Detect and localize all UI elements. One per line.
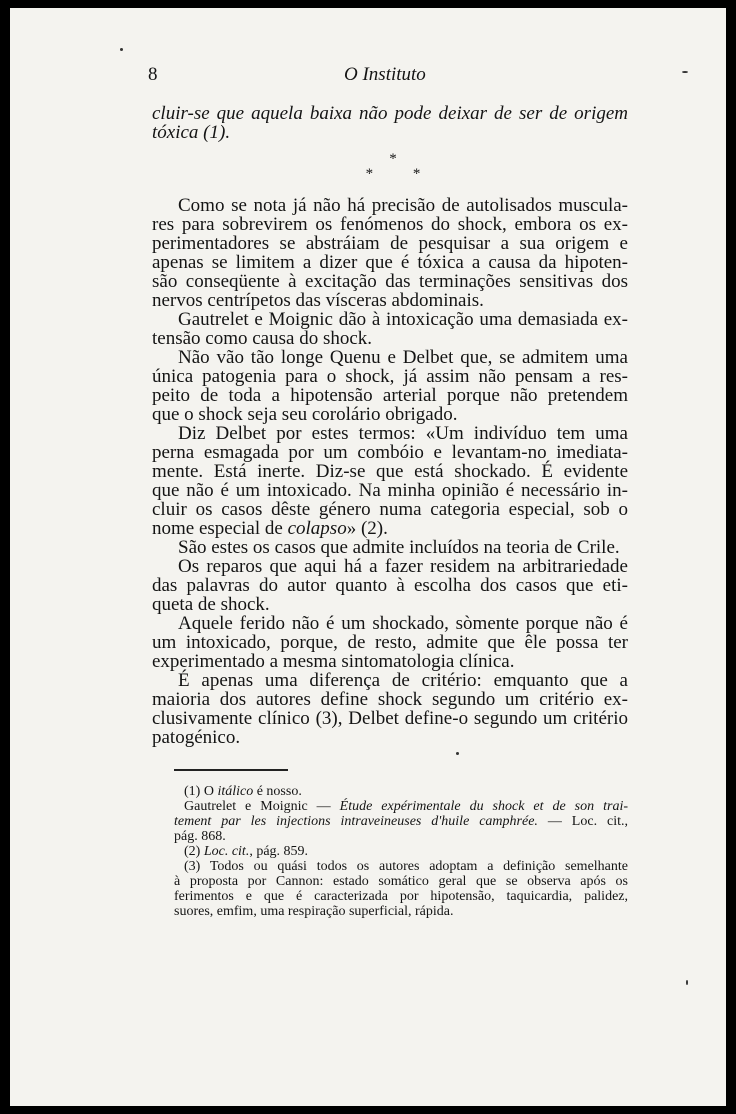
text-line: res para sobrevirem os fenómenos do shock, embora os ex- xyxy=(152,214,628,235)
text-line: um intoxicado, porque, de resto, admite que êle possa ter xyxy=(152,632,628,653)
text-line: Diz Delbet por estes termos: «Um indivíduo tem uma xyxy=(178,423,628,444)
text-line: peito de toda a hipotensão arterial porque não pretendem xyxy=(152,385,628,406)
text-line: experimentado a mesma sintomatologia clínica. xyxy=(152,651,515,672)
footnote-2: (2) Loc. cit., pág. 859. xyxy=(184,844,309,859)
page-header xyxy=(10,64,726,92)
text-line: perna esmagada por um combóio e levantam-no imediata- xyxy=(152,442,628,463)
text-line: maioria dos autores define shock segundo um critério ex- xyxy=(152,689,628,710)
text-line: Não vão tão longe Quenu e Delbet que, se admitem uma xyxy=(178,347,628,368)
running-title: O Instituto xyxy=(344,64,426,85)
paragraph xyxy=(152,614,628,671)
footnote-1-reference: pág. 868. xyxy=(174,829,226,844)
footnote-3: suores, emfim, uma respiração superficial, rápida. xyxy=(174,904,454,919)
paragraph-quote xyxy=(152,424,628,538)
paragraph xyxy=(152,538,628,557)
continuation-line: tóxica (1). xyxy=(152,122,231,143)
text-line: Gautrelet e Moignic dão à intoxicação uma demasiada ex- xyxy=(178,309,628,330)
paragraph xyxy=(152,348,628,424)
footnote-divider xyxy=(174,769,288,771)
text-line: mente. Está inerte. Diz-se que está shockado. É evidente xyxy=(152,461,628,482)
footnotes xyxy=(174,784,628,919)
text-line: que não é um intoxicado. Na minha opinião é necessário in- xyxy=(152,480,628,501)
footnote-1-reference: Gautrelet e Moignic — Étude expérimentale du shock et de son trai- xyxy=(184,799,628,814)
text-line: Aquele ferido não é um shockado, sòmente porque não é xyxy=(178,613,628,634)
paragraph xyxy=(152,310,628,348)
section-separator xyxy=(152,152,628,182)
print-speck xyxy=(686,980,688,985)
asterism-bottom: * * xyxy=(365,166,439,182)
text-line: cluir os casos dêste género numa categoria especial, sob o xyxy=(152,499,628,520)
text-line: nervos centrípetos das vísceras abdominais. xyxy=(152,290,484,311)
text-line: Como se nota já não há precisão de autolisados muscula- xyxy=(178,195,628,216)
text-line: nome especial de colapso» (2). xyxy=(152,518,388,539)
footnote-3: ferimentos e que é caracterizada por hipotensão, taquicardia, palidez, xyxy=(174,889,628,904)
paragraph xyxy=(152,671,628,747)
text-line: Os reparos que aqui há a fazer residem na arbitrariedade xyxy=(178,556,628,577)
text-line: única patogenia para o shock, já assim não pensam a res- xyxy=(152,366,628,387)
text-line: clusivamente clínico (3), Delbet define-o segundo um critério xyxy=(152,708,628,729)
book-page xyxy=(10,8,726,1106)
text-line: queta de shock. xyxy=(152,594,270,615)
text-line: perimentadores se abstráiam de pesquisar a sua origem e xyxy=(152,233,628,254)
continuation-line: cluir-se que aquela baixa não pode deixar de ser de origem xyxy=(152,103,628,124)
footnote-1: (1) O itálico é nosso. xyxy=(184,784,302,799)
text-line: das palavras do autor quanto à escolha dos casos que eti- xyxy=(152,575,628,596)
text-line: que o shock seja seu corolário obrigado. xyxy=(152,404,458,425)
text-line: apenas se limitem a dizer que é tóxica a causa da hipoten- xyxy=(152,252,628,273)
text-line: são conseqüente à excitação das terminações sensitivas dos xyxy=(152,271,628,292)
page-number: 8 xyxy=(148,64,158,85)
paragraph xyxy=(152,557,628,614)
print-speck xyxy=(682,71,688,73)
footnote-3: (3) Todos ou quási todos os autores adoptam a definição semelhante xyxy=(184,859,628,874)
text-line: tensão como causa do shock. xyxy=(152,328,373,349)
footnote-3: à proposta por Cannon: estado somático geral que se observa após os xyxy=(174,874,628,889)
text-line: É apenas uma diferença de critério: emquanto que a xyxy=(178,670,628,691)
body-text xyxy=(152,104,628,747)
text-line: patogénico. xyxy=(152,727,241,748)
print-speck xyxy=(120,48,123,51)
print-speck xyxy=(456,752,459,755)
text-line: São estes os casos que admite incluídos na teoria de Crile. xyxy=(178,537,620,558)
footnote-1-reference: tement par les injections intraveineuses d'huile camphrée. — Loc. cit., xyxy=(174,814,629,829)
paragraph xyxy=(152,196,628,310)
asterism-top: * xyxy=(389,151,397,167)
